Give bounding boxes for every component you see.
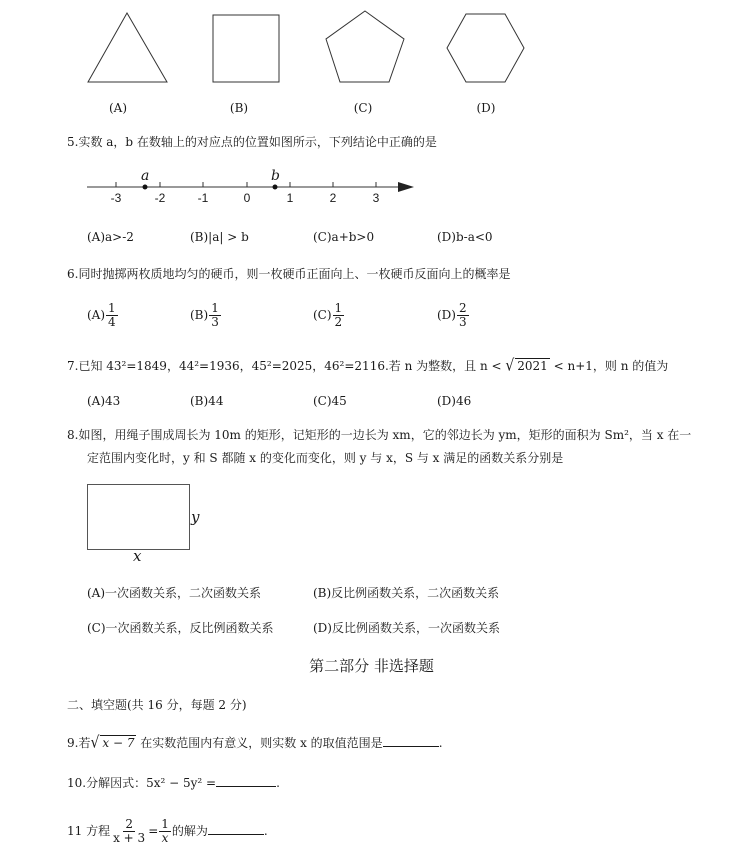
q6-option-c [313,302,345,329]
q5-option-a: (A)a>-2 [87,230,134,244]
q6-option-b [190,302,222,329]
q9-answer-blank[interactable] [383,734,439,747]
q11-pre: 11 方程 [67,824,111,838]
point-b [273,185,278,190]
q7-option-a: (A)43 [87,394,121,408]
q6-option-d [437,302,470,329]
tick-label: -1 [197,191,209,205]
fraction: $\frac{1}{4}$ [108,301,116,329]
q7-option-d: (D)46 [437,394,472,408]
fraction: $\frac{1}{3}$ [211,301,219,329]
tick-label: -2 [154,191,166,205]
q6-stem: 6.同时抛掷两枚质地均匀的硬币，则一枚硬币正面向上、一枚硬币反面向上的概率是 [67,267,511,281]
shape-label-c: (C) [353,101,373,115]
q8-option-b: (B)反比例函数关系，二次函数关系 [313,586,500,600]
q8-stem-line1: 8.如图，用绳子围成周长为 10m 的矩形，记矩形的一边长为 xm，它的邻边长为 ym，矩形的面积为 Sm²，当 x 在一 [67,428,692,442]
q5-stem: 5.实数 a，b 在数轴上的对应点的位置如图所示，下列结论中正确的是 [67,135,437,149]
q7-option-c: (C)45 [313,394,347,408]
rectangle-side-x: x [133,547,142,565]
q11-eq: = [148,824,159,838]
q5-option-c: (C)a+b>0 [313,230,375,244]
shape-label-d: (D) [476,101,496,115]
shape-label-b: (B) [229,101,249,115]
fraction: $\frac{2}{x + 3}$ [113,817,146,845]
q7-stem-post: < n+1，则 n 的值为 [549,359,669,373]
sqrt-icon: √ [505,356,515,376]
shapes-figure [0,0,743,100]
q9-pre: 9.若 [67,736,91,750]
option-label: (C) [313,308,332,322]
q11-stem [67,816,268,846]
arrow-icon [398,182,414,192]
q10-end: . [276,776,280,790]
q10-stem [67,774,280,791]
q10-pre: 10.分解因式： [67,776,147,790]
q6-option-a [87,302,119,329]
q8-stem-line2: 定范围内变化时，y 和 S 都随 x 的变化而变化，则 y 与 x，S 与 x 满足的函数关系分别是 [87,451,564,465]
fraction: $\frac{1}{2}$ [334,301,343,329]
q11-answer-blank[interactable] [208,822,264,835]
part2-title: 第二部分 非选择题 [309,657,434,675]
q10-expr: 5x² − 5y² = [146,776,217,790]
fraction: $\frac{1}{x}$ [161,817,169,845]
q11-post: 的解为 [171,824,208,838]
hexagon-shape [447,14,524,82]
q8-option-c: (C)一次函数关系，反比例函数关系 [87,621,274,635]
q11-end: . [263,824,268,838]
option-label: (A) [87,308,106,322]
rectangle-figure [87,484,190,550]
tick-label: 2 [329,191,337,205]
q9-end: . [438,736,443,750]
tick-label: 3 [372,191,380,205]
rectangle-side-y: y [191,508,200,526]
q7-radicand: 2021 [517,359,548,373]
fraction: $\frac{2}{3}$ [458,301,467,329]
fill-blank-section-heading: 二、填空题(共 16 分，每题 2 分) [67,698,247,712]
shape-label-a: (A) [108,101,128,115]
pentagon-shape [326,11,404,82]
tick-label: 1 [286,191,294,205]
q10-answer-blank[interactable] [216,774,276,787]
point-a-label: a [141,168,150,184]
triangle-shape [88,13,167,82]
q5-option-d: (D)b-a<0 [437,230,493,244]
q7-stem-pre: 7.已知 43²=1849，44²=1936，45²=2025，46²=2116.若 n 为整数，且 n < [67,359,506,373]
tick-label: 0 [243,191,251,205]
point-b-label: b [271,168,280,184]
point-a [143,185,148,190]
q9-stem [67,734,443,751]
tick-label: -3 [110,191,122,205]
q9-radicand: x − 7 [102,736,135,750]
square-shape [213,15,279,82]
option-label: (D) [437,308,456,322]
q7-stem [67,358,668,374]
q9-post: 在实数范围内有意义，则实数 x 的取值范围是 [136,736,383,750]
q7-option-b: (B)44 [190,394,224,408]
q8-option-a: (A)一次函数关系，二次函数关系 [87,586,262,600]
sqrt-icon: √ [90,733,100,753]
option-label: (B) [190,308,209,322]
q8-option-d: (D)反比例函数关系，一次函数关系 [313,621,500,635]
q5-option-b: (B)|a| > b [190,230,249,244]
